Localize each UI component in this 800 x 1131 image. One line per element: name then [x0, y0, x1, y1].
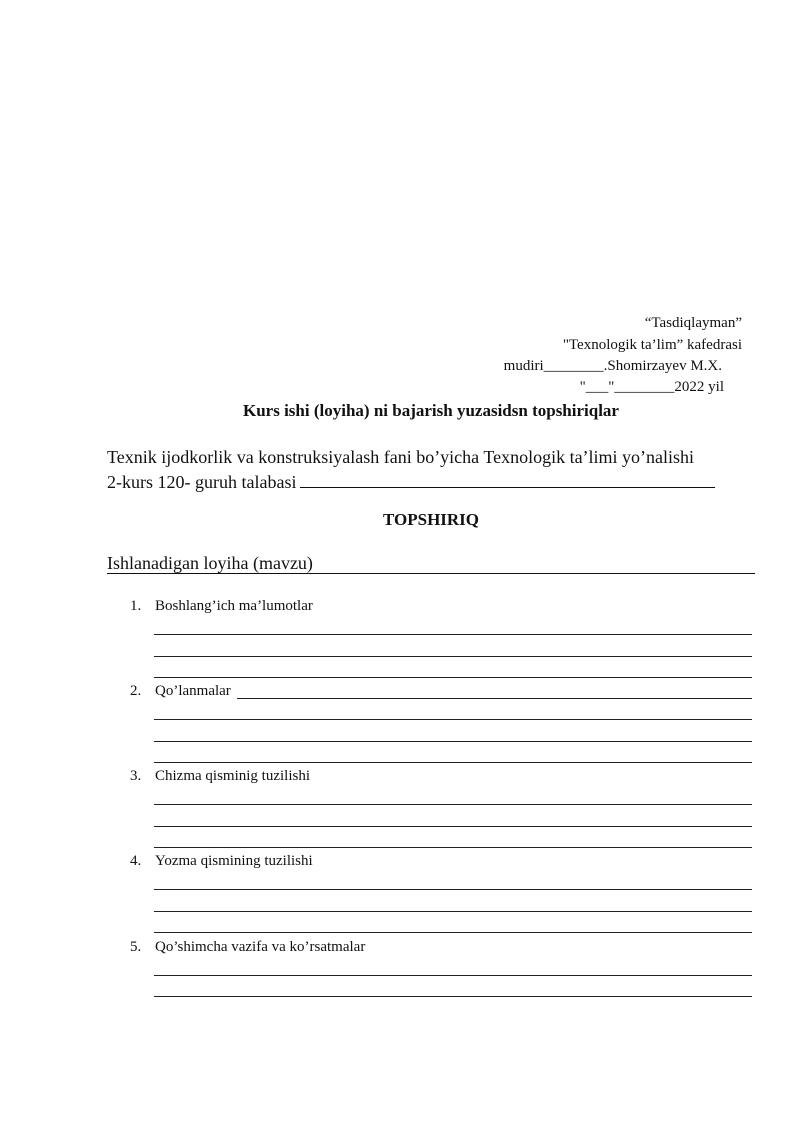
approval-head-signature: mudiri________.Shomirzayev M.X.	[503, 358, 722, 374]
answer-line[interactable]	[154, 804, 752, 805]
student-group-label: 2-kurs 120- guruh talabasi	[107, 472, 297, 492]
answer-line[interactable]	[154, 911, 752, 912]
approval-department: "Texnologik ta’lim” kafedrasi	[562, 337, 742, 353]
answer-line[interactable]	[154, 677, 752, 678]
answer-line[interactable]	[154, 996, 752, 997]
intro-line-course: Texnik ijodkorlik va konstruksiyalash fani bo’yicha Texnologik ta’limi yo’nalishi	[107, 447, 695, 467]
answer-line[interactable]	[154, 826, 752, 827]
item-label-additional-tasks: Qo’shimcha vazifa va ko’rsatmalar	[155, 939, 366, 955]
answer-line[interactable]	[154, 741, 752, 742]
approval-stamp-title: “Tasdiqlayman”	[644, 315, 742, 331]
project-topic-label: Ishlanadigan loyiha (mavzu)	[107, 553, 313, 573]
item-label-drawing-part: Chizma qisminig tuzilishi	[155, 768, 310, 784]
answer-line[interactable]	[154, 634, 752, 635]
approval-date: "___"________2022 yil	[579, 379, 724, 395]
item-number: 1.	[130, 598, 142, 614]
item-number: 3.	[130, 768, 142, 784]
section-heading: TOPSHIRIQ	[382, 510, 480, 529]
answer-line[interactable]	[154, 975, 752, 976]
intro-line-student	[107, 470, 715, 493]
item-label-written-part: Yozma qismining tuzilishi	[155, 853, 313, 869]
item-number: 2.	[130, 683, 142, 699]
answer-line[interactable]	[154, 932, 752, 933]
answer-line[interactable]	[154, 719, 752, 720]
answer-line[interactable]	[237, 698, 752, 699]
item-number: 4.	[130, 853, 142, 869]
item-label-manuals: Qo’lanmalar	[155, 683, 231, 699]
project-topic-line[interactable]	[107, 573, 755, 574]
answer-line[interactable]	[154, 656, 752, 657]
document-title: Kurs ishi (loyiha) ni bajarish yuzasidsn topshiriqlar	[243, 401, 619, 420]
answer-line[interactable]	[154, 847, 752, 848]
answer-line[interactable]	[154, 889, 752, 890]
item-number: 5.	[130, 939, 142, 955]
item-label-initial-data: Boshlang’ich ma’lumotlar	[155, 598, 313, 614]
student-name-blank[interactable]	[300, 470, 715, 488]
answer-line[interactable]	[154, 762, 752, 763]
